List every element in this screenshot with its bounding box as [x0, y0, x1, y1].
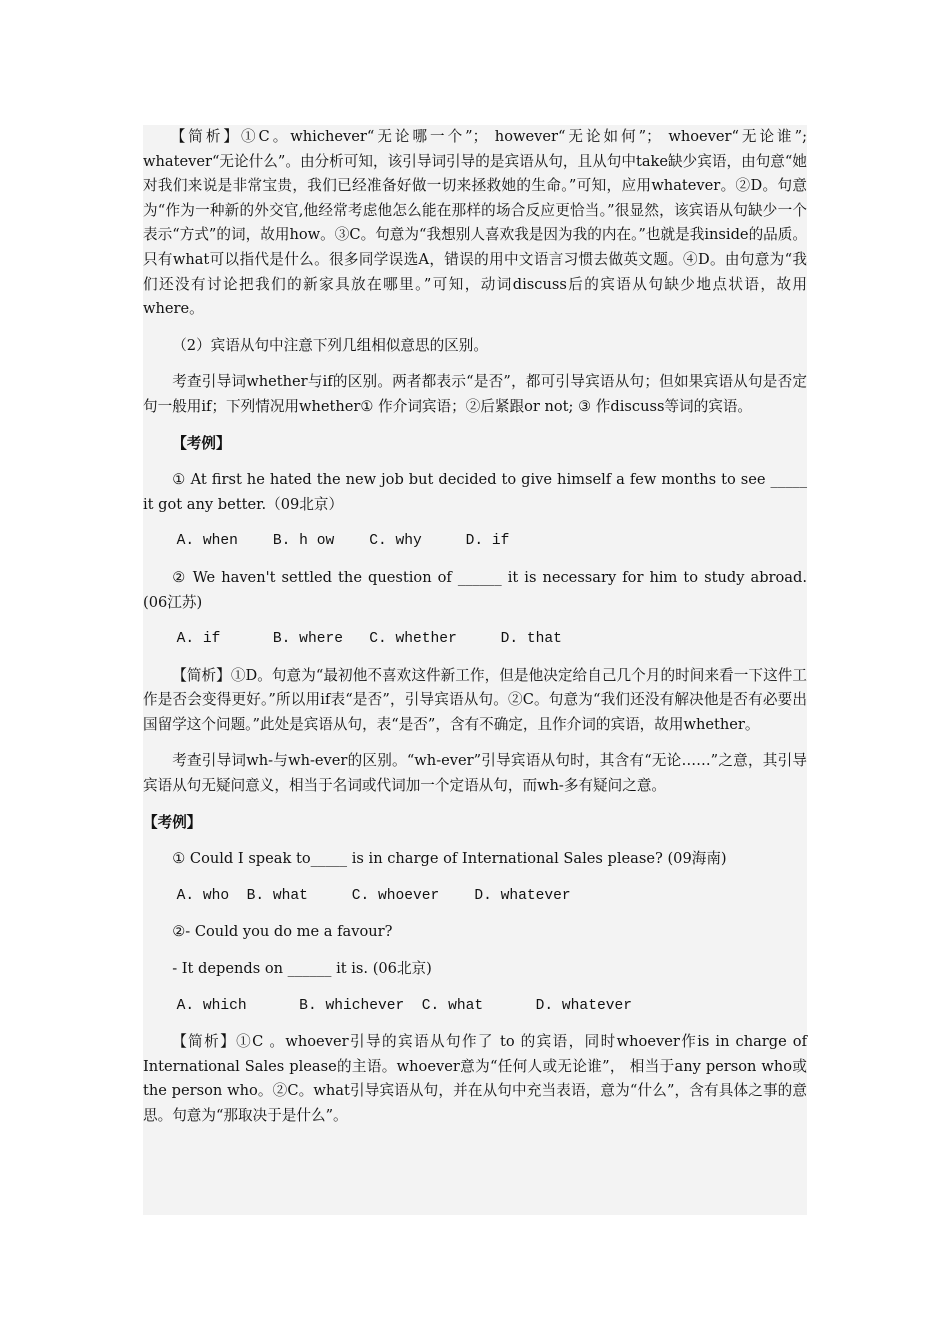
example-label-2: 【考例】 — [143, 813, 202, 831]
wh-whever-paragraph: 考查引导词wh-与wh-ever的区别。“wh-ever”引导宾语从句时，其含有“无论……”之意，其引导宾语从句无疑问意义，相当于名词或代词加一个定语从句，而wh-多有疑问之意。 — [143, 752, 807, 795]
example-label-1: 【考例】 — [172, 434, 231, 452]
question-3-options: A. who B. what C. whoever D. whatever — [176, 887, 571, 904]
question-4-line-1: ②- Could you do me a favour? — [172, 923, 393, 941]
analysis-paragraph-2: 【简析】①D。句意为“最初他不喜欢这件新工作，但是他决定给自己几个月的时间来看一下这件工作是否会变得更好。”所以用if表“是否”，引导宾语从句。②C。句意为“我们还没有解决他是否有必要出国留学这个问题。”此处是宾语从句，表“是否”，含有不确定，且作介词的宾语，故用whether。 — [143, 666, 807, 733]
question-2: ② We haven't settled the question of ______ it is necessary for him to study abroad. (06江苏) — [143, 568, 807, 611]
analysis-paragraph-1: 【简析】①C。whichever“无论哪一个”； however“无论如何”； whoever“无论谁”; whatever“无论什么”。由分析可知，该引导词引导的是宾语从句，且从句中take缺少宾语，由句意“她对我们来说是非常宝贵，我们已经准备好做一切来拯救她的生命。”可知，应用whatever。②D。句意为“作为一种新的外交官,他经常考虑他怎么能在那样的场合反应更恰当。”很显然，该宾语从句缺少一个表示“方式”的词，故用how。③C。句意为“我想别人喜欢我是因为我的内在。”也就是我inside的品质。只有what可以指代是什么。很多同学误选A，错误的用中文语言习惯去做英文题。④D。由句意为“我们还没有讨论把我们的新家具放在哪里。”可知，动词discuss后的宾语从句缺少地点状语，故用where。 — [143, 128, 807, 318]
analysis-paragraph-3: 【简析】①C 。whoever引导的宾语从句作了 to 的宾语，同时whoever作is in charge of International Sales please的主语。whoever意为“任何人或无论谁”， 相当于any person who或the person who。②C。what引导宾语从句，并在从句中充当表语，意为“什么”，含有具体之事的意思。句意为“那取决于是什么”。 — [143, 1033, 807, 1124]
question-3: ① Could I speak to_____ is in charge of International Sales please? (09海南) — [172, 850, 727, 868]
question-4-line-2: - It depends on ______ it is. (06北京) — [172, 960, 432, 978]
question-1-options: A. when B. h ow C. why D. if — [176, 533, 510, 550]
question-4-options: A. which B. whichever C. what D. whatever — [176, 997, 632, 1014]
document-body — [143, 125, 807, 1129]
question-1: ① At first he hated the new job but decided to give himself a few months to see _____ it got any better.（09北京） — [143, 471, 807, 513]
whether-if-paragraph: 考查引导词whether与if的区别。两者都表示“是否”，都可引导宾语从句；但如果宾语从句是否定句一般用if；下列情况用whether① 作介词宾语；②后紧跟or not; ③ 作discuss等词的宾语。 — [143, 373, 807, 415]
section-heading-2: （2）宾语从句中注意下列几组相似意思的区别。 — [172, 336, 488, 354]
question-2-options: A. if B. where C. whether D. that — [176, 631, 562, 648]
